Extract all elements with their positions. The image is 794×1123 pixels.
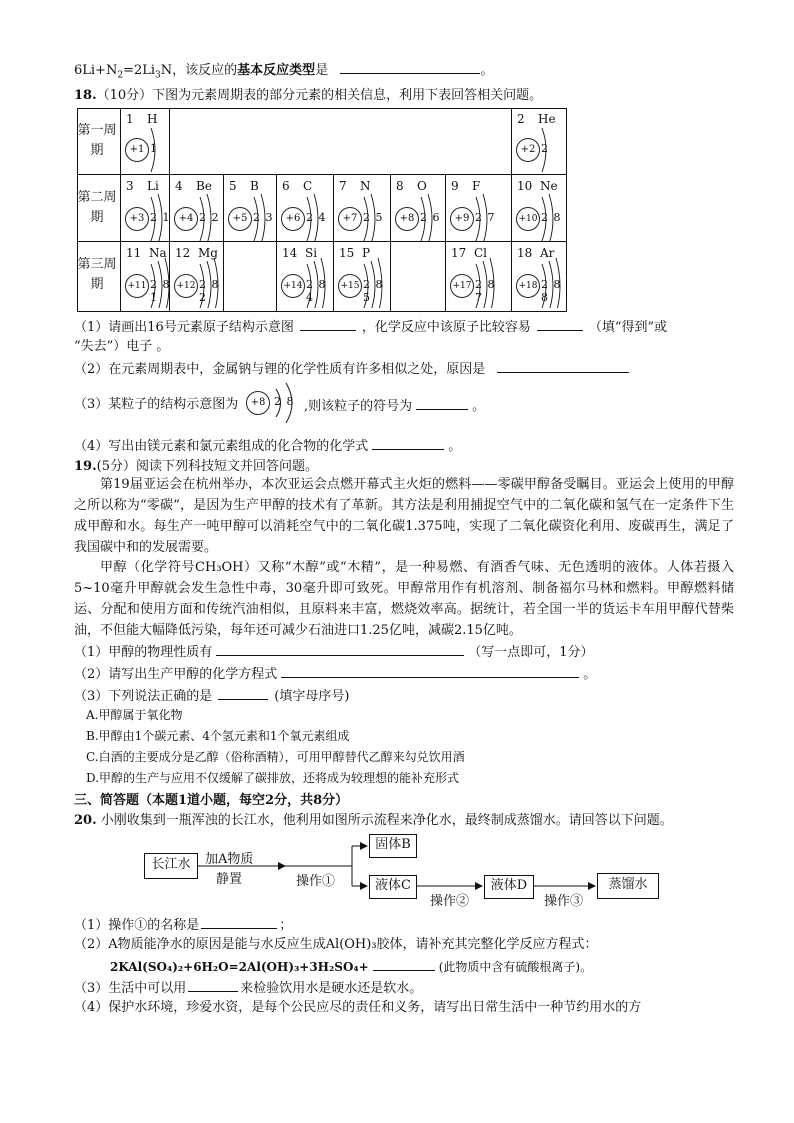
nucleus: +5 <box>228 207 252 231</box>
element-symbol: Ne <box>540 179 558 193</box>
electron-shells: 2 5 <box>363 211 384 224</box>
electron-shells: 2 8 4 <box>306 278 327 304</box>
electron-shells: 1 <box>150 142 158 155</box>
element-symbol: Li <box>147 179 159 193</box>
nucleus: +9 <box>450 207 474 231</box>
section-3-heading: 三、简答题（本题1道小题，每空2分，共8分） <box>74 793 349 808</box>
element-symbol: H <box>147 112 158 126</box>
flow-box-liquid-c: 液体C <box>369 875 417 899</box>
flow-label-add-a: 加A物质 <box>205 852 254 867</box>
electron-shells: 2 8 5 <box>363 278 384 304</box>
purification-flow-diagram <box>140 832 670 912</box>
atomic-number: 7 <box>339 179 347 193</box>
q19-option-c: C.白酒的主要成分是乙醇（俗称酒精），可用甲醇替代乙醇来勾兑饮用酒 <box>86 750 465 764</box>
q19-part3: （3）下列说法正确的是 (填字母序号) <box>74 686 349 705</box>
q18-p2-blank[interactable] <box>497 359 629 373</box>
q19-option-a: A.甲醇属于氧化物 <box>86 708 183 722</box>
q19-p1-blank[interactable] <box>216 642 464 656</box>
atomic-number: 8 <box>396 179 404 193</box>
nucleus: +6 <box>281 207 305 231</box>
element-cell-f <box>450 177 498 241</box>
nucleus: +10 <box>516 207 540 231</box>
electron-shell-arcs <box>281 177 329 241</box>
q19-part1: （1）甲醇的物理性质有 （写一点即可，1分） <box>74 642 594 661</box>
element-cell-he <box>516 110 564 174</box>
element-cell-n <box>338 177 386 241</box>
q19-intro: 19.(5分）阅读下列科技短文并回答问题。 <box>74 459 318 474</box>
electron-shells: 2 1 <box>150 211 171 224</box>
element-cell-b <box>228 177 276 241</box>
atomic-number: 9 <box>451 179 459 193</box>
q18-intro: 18.（10分）下图为元素周期表的部分元素的相关信息，利用下表回答相关问题。 <box>74 88 543 103</box>
atomic-number: 4 <box>175 179 183 193</box>
flow-label-settle: 静置 <box>216 872 243 887</box>
nucleus: +14 <box>281 274 305 298</box>
q20-p3-blank[interactable] <box>188 978 238 992</box>
element-symbol: N <box>360 179 371 193</box>
q20-p2-blank[interactable] <box>373 957 435 971</box>
element-cell-si <box>281 244 329 308</box>
flow-label-op3: 操作③ <box>544 894 584 909</box>
row-label-period-1: 第一周期 <box>77 123 117 158</box>
atomic-number: 11 <box>126 246 142 260</box>
q18-part2: （2）在元素周期表中，金属钠与锂的化学性质有许多相似之处，原因是 <box>74 359 629 378</box>
element-cell-p <box>338 244 386 308</box>
nucleus: +7 <box>338 207 362 231</box>
element-cell-cl <box>450 244 498 308</box>
row-label-period-2: 第二周期 <box>77 190 117 225</box>
q18-part3: （3）某粒子的结构示意图为 <box>74 397 239 412</box>
electron-shell-arcs <box>125 110 173 174</box>
q20-equation: 2KAl(SO₄)₂+6H₂O=2Al(OH)₃+3H₂SO₄+ (此物质中含有硫酸根离子)。 <box>110 957 592 976</box>
q20-part3: （3）生活中可以用 来检验饮用水是硬水还是软水。 <box>74 978 422 997</box>
flow-box-solid-b: 固体B <box>369 834 417 858</box>
element-cell-c <box>281 177 329 241</box>
atomic-number: 14 <box>282 246 298 260</box>
electron-shell-arcs <box>228 177 276 241</box>
element-symbol: Si <box>305 246 318 260</box>
nucleus: +15 <box>338 274 362 298</box>
element-cell-ar <box>516 244 564 308</box>
atomic-number: 18 <box>517 246 533 260</box>
nucleus: +11 <box>125 274 149 298</box>
electron-shell-arcs <box>338 177 386 241</box>
flow-label-op1: 操作① <box>296 874 336 889</box>
electron-shells: 2 4 <box>306 211 327 224</box>
q19-paragraph-2: 甲醇（化学符号CH₃OH）又称“木醇”或“木精”，是一种易燃、有酒香气味、无色透明的液体。人体若摄入5~10毫升甲醇就会发生急性中毒，30毫升即可致死。甲醇常用作有机溶剂、制备福尔马林和燃料。甲醇燃料储运、分配和使用方面和传统汽油相似，且原料来丰富，燃烧效率高。据统计，若全国一半的货运卡车用甲醇代替柴油，不但能大幅降低污染，每年还可减少石油进口1.25亿吨，减碳2.15亿吨。 <box>74 560 734 638</box>
element-symbol: Ar <box>540 246 555 260</box>
q20-intro: 20. 小刚收集到一瓶浑浊的长江水，他利用如图所示流程来净化水，最终制成蒸馏水。请回答以下问题。 <box>74 813 673 828</box>
q20-part1: （1）操作①的名称是 ； <box>74 915 292 934</box>
q20-p1-blank[interactable] <box>201 915 277 929</box>
element-symbol: C <box>303 179 313 193</box>
element-cell-o <box>395 177 443 241</box>
electron-shell-arcs <box>450 177 498 241</box>
element-symbol: Cl <box>474 246 488 260</box>
periodic-table <box>77 108 567 312</box>
atomic-number: 17 <box>451 246 467 260</box>
q17-equation: $6Li+N_2=2Li_3N$ <box>74 63 173 81</box>
electron-shells: 2 8 1 <box>150 278 171 304</box>
nucleus: +1 <box>125 138 149 162</box>
electron-shells: 2 8 <box>541 211 562 224</box>
q19-p3-blank[interactable] <box>218 686 268 700</box>
nucleus: +17 <box>450 274 474 298</box>
q18-part1: （1）请画出16号元素原子结构示意图 ，化学反应中该原子比较容易 （填“得到”或 <box>74 317 667 336</box>
q19-paragraph-1: 第19届亚运会在杭州举办，本次亚运会点燃开幕式主火炬的燃料——零碳甲醇备受瞩目。亚运会上使用的甲醇之所以称为“零碳”，是因为生产甲醇的技术有了革新。其方法是利用捕捉空气中的二氧化碳和氢气在一定条件下生成甲醇和水。每生产一吨甲醇可以消耗空气中的二氧化碳1.375吨，实现了二氧化碳资化利用、废碳再生，满足了我国碳中和的发展需要。 <box>74 477 734 555</box>
q19-option-b: B.甲醇由1个碳元素、4个氢元素和1个氧元素组成 <box>86 729 350 743</box>
element-cell-na <box>125 244 173 308</box>
q18-part1-cont: “失去”）电子 。 <box>74 339 170 354</box>
electron-shells: 2 2 <box>199 211 220 224</box>
atomic-number: 1 <box>126 112 134 126</box>
element-cell-h <box>125 110 173 174</box>
q19-p2-blank[interactable] <box>281 664 579 678</box>
element-symbol: Be <box>196 179 212 193</box>
flow-box-distilled-water: 蒸馏水 <box>597 873 659 899</box>
q18-p1-blank2[interactable] <box>537 317 583 331</box>
row-label-period-3: 第三周期 <box>77 257 117 292</box>
flow-box-yangtze-water: 长江水 <box>144 853 198 879</box>
element-symbol: F <box>472 179 481 193</box>
electron-shells: 2 8 2 <box>199 278 220 304</box>
ion-shells: 2 8 <box>274 395 295 408</box>
element-symbol: P <box>362 246 371 260</box>
atomic-number: 15 <box>339 246 355 260</box>
electron-shells: 2 8 7 <box>475 278 496 304</box>
ion-nucleus: +8 <box>246 391 270 415</box>
nucleus: +18 <box>516 274 540 298</box>
element-symbol: He <box>538 112 556 126</box>
nucleus: +12 <box>174 274 198 298</box>
electron-shells: 2 3 <box>253 211 274 224</box>
atomic-number: 10 <box>517 179 533 193</box>
electron-shells: 2 6 <box>420 211 441 224</box>
q17-equation-line: $6Li+N_2=2Li_3N$，该反应的基本反应类型是 。 <box>74 60 493 85</box>
q17-answer-blank[interactable] <box>340 60 480 74</box>
atomic-number: 3 <box>126 179 134 193</box>
q18-part4: （4）写出由镁元素和氯元素组成的化合物的化学式 。 <box>74 436 461 455</box>
q18-part3-b: ,则该粒子的符号为 。 <box>304 396 485 415</box>
nucleus: +2 <box>516 138 540 162</box>
q18-p3-blank[interactable] <box>416 396 468 410</box>
element-symbol: Na <box>149 246 167 260</box>
electron-shells: 2 7 <box>475 211 496 224</box>
flow-box-liquid-d: 液体D <box>484 875 534 899</box>
nucleus: +3 <box>125 207 149 231</box>
element-cell-mg <box>174 244 222 308</box>
electron-shells: 2 <box>541 142 549 155</box>
atomic-number: 5 <box>229 179 237 193</box>
electron-shell-arcs <box>174 177 222 241</box>
ion-structure-diagram <box>245 381 305 425</box>
nucleus: +8 <box>395 207 419 231</box>
q19-option-d: D.甲醇的生产与应用不仅缓解了碳排放，还将成为较理想的能补充形式 <box>86 771 460 785</box>
electron-shell-arcs <box>516 110 564 174</box>
q20-part2: （2）A物质能净水的原因是能与水反应生成Al(OH)₃胶体，请补充其完整化学反应方程式： <box>74 937 598 952</box>
q19-part2: （2）请写出生产甲醇的化学方程式 。 <box>74 664 596 683</box>
nucleus: +4 <box>174 207 198 231</box>
flow-label-op2: 操作② <box>430 894 470 909</box>
electron-shell-arcs <box>125 177 173 241</box>
q20-part4: （4）保护水环境，珍爱水资，是每个公民应尽的责任和义务，请写出日常生活中一种节约用水的方 <box>74 1000 642 1015</box>
element-symbol: B <box>250 179 259 193</box>
atomic-number: 12 <box>175 246 191 260</box>
element-symbol: O <box>417 179 427 193</box>
q18-p1-blank1[interactable] <box>300 317 356 331</box>
electron-shells: 2 8 8 <box>541 278 562 304</box>
element-symbol: Mg <box>198 246 218 260</box>
q18-p4-blank[interactable] <box>372 436 444 450</box>
element-cell-ne <box>516 177 564 241</box>
element-cell-be <box>174 177 222 241</box>
atomic-number: 6 <box>282 179 290 193</box>
element-cell-li <box>125 177 173 241</box>
electron-shell-arcs <box>516 177 564 241</box>
electron-shell-arcs <box>395 177 443 241</box>
atomic-number: 2 <box>517 112 525 126</box>
